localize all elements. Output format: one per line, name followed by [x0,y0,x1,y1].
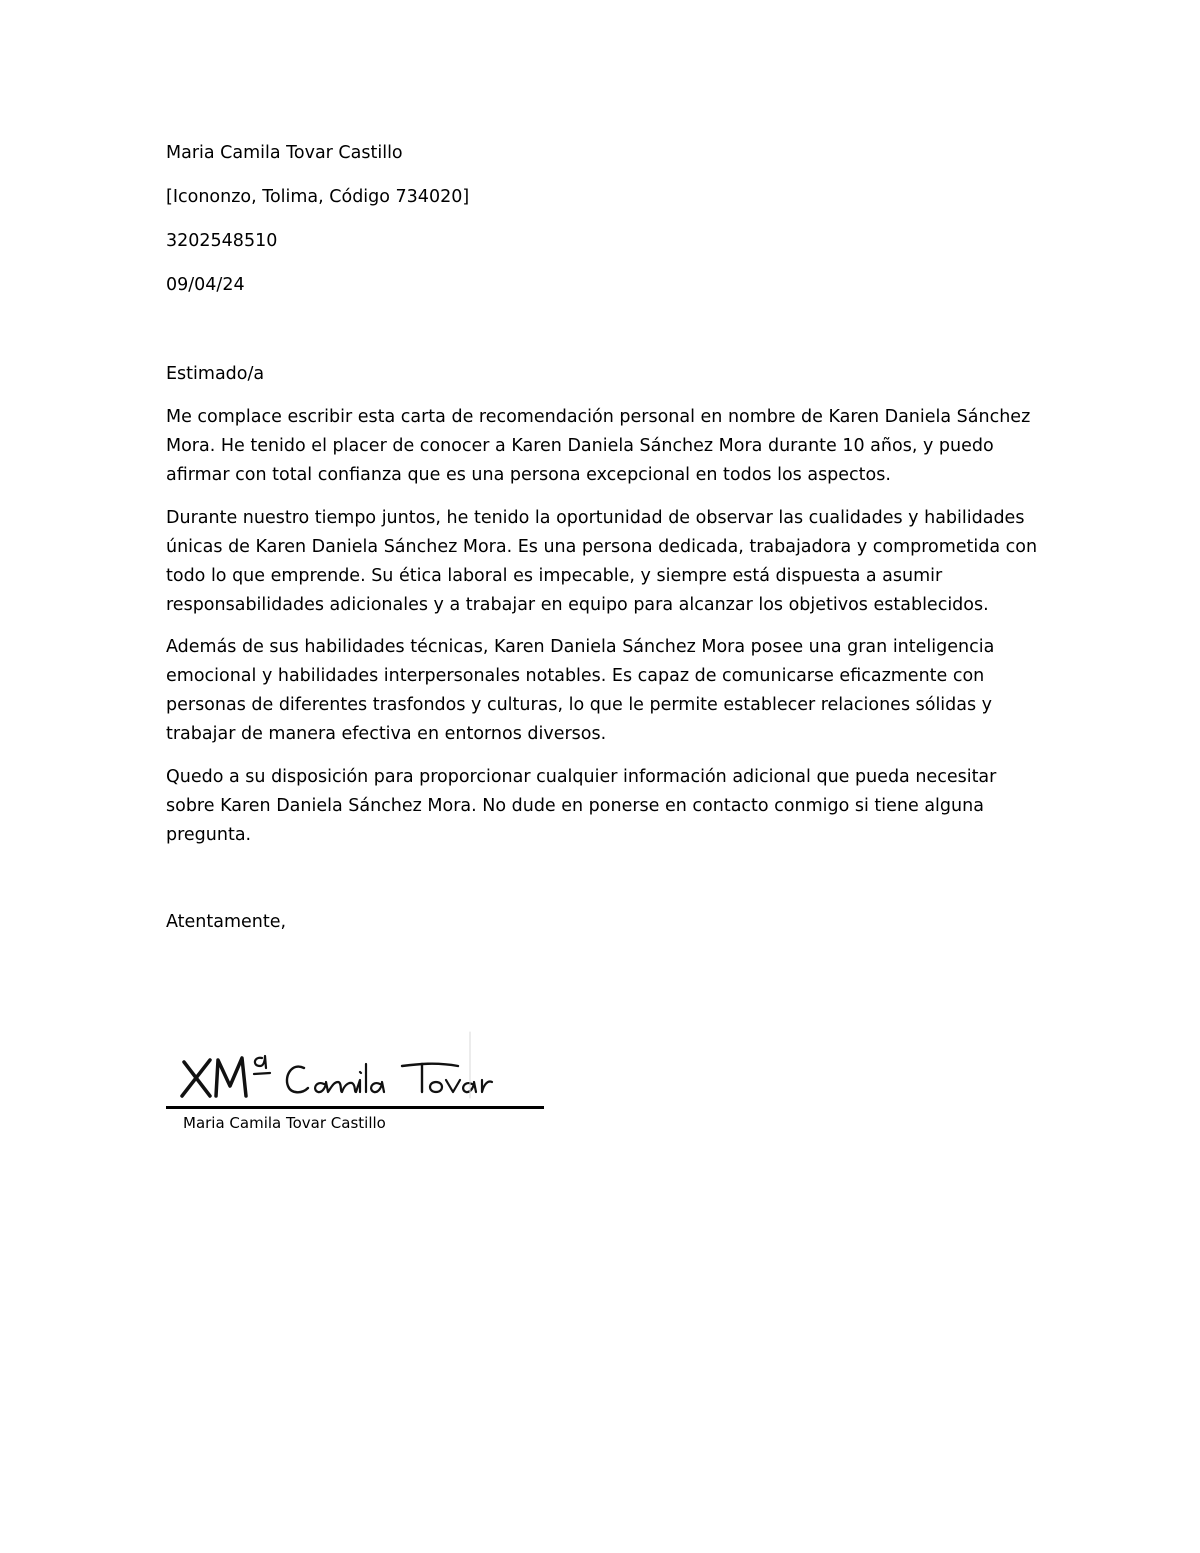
salutation: Estimado/a [166,364,265,384]
sender-phone: 3202548510 [166,231,278,251]
sender-name: Maria Camila Tovar Castillo [166,143,403,163]
body-paragraph-4: Quedo a su disposición para proporcionar cualquier información adicional que pueda necesitar sobre Karen Daniela Sánchez Mora. No dude en ponerse en contacto conmigo si tiene alguna pregunta. [166,767,997,845]
sender-address: [Icononzo, Tolima, Código 734020] [166,187,470,207]
closing: Atentamente, [166,912,287,932]
body-paragraph-2: Durante nuestro tiempo juntos, he tenido la oportunidad de observar las cualidades y habilidades únicas de Karen Daniela Sánchez Mora. Es una persona dedicada, trabajadora y comprometida con todo lo que emprende. Su ética laboral es impecable, y siempre está dispuesta a asumir responsabilidades adicionales y a trabajar en equipo para alcanzar los objetivos establecidos. [166,508,1038,615]
signature-printed-name: Maria Camila Tovar Castillo [183,1114,386,1132]
letter-date: 09/04/24 [166,275,245,295]
signature-line [166,1106,544,1109]
body-paragraph-1: Me complace escribir esta carta de recomendación personal en nombre de Karen Daniela Sánchez Mora. He tenido el placer de conocer a Karen Daniela Sánchez Mora durante 10 años, y puedo afirmar con total confianza que es una persona excepcional en todos los aspectos. [166,407,1031,485]
handwritten-signature [166,1030,546,1106]
signature-block [166,1030,546,1150]
body-paragraph-3: Además de sus habilidades técnicas, Karen Daniela Sánchez Mora posee una gran inteligencia emocional y habilidades interpersonales notables. Es capaz de comunicarse eficazmente con personas de diferentes trasfondos y culturas, lo que le permite establecer relaciones sólidas y trabajar de manera efectiva en entornos diversos. [166,637,995,744]
